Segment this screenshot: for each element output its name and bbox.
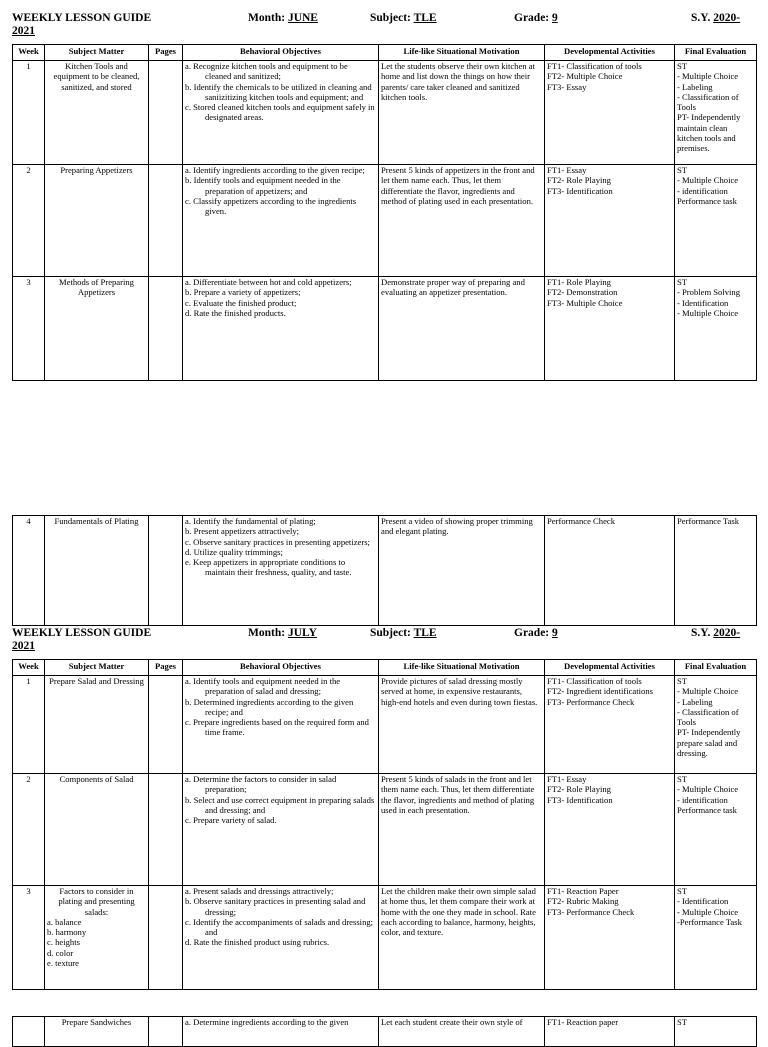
pages-cell — [149, 774, 183, 886]
evaluation-item: ST — [677, 165, 688, 175]
activity-item: FT3- Performance Check — [547, 906, 635, 917]
evaluation-item: ST — [677, 774, 688, 784]
evaluation-item: - Multiple Choice — [677, 906, 739, 917]
pages-cell — [149, 277, 183, 381]
guide-title: WEEKLY LESSON GUIDE — [12, 627, 152, 639]
subject-value: TLE — [413, 12, 437, 24]
table-row — [13, 774, 757, 886]
week-number: 4 — [13, 516, 45, 626]
subject-matter — [45, 886, 149, 990]
activity-item: FT1- Classification of tools — [547, 61, 642, 71]
motivation-cell: Provide pictures of salad dressing mostly served at home, in expensive restaurants, high-end hotels and even during town fiestas. — [379, 676, 545, 774]
evaluation-item: - Problem Solving — [677, 287, 741, 298]
evaluation-item: - Multiple Choice — [677, 175, 739, 186]
subject-matter: Fundamentals of Plating — [45, 516, 149, 626]
evaluation-item: - Multiple Choice — [677, 784, 739, 795]
header-week: Week — [13, 45, 45, 61]
subject-matter: Prepare Sandwiches — [45, 1017, 149, 1047]
subject-matter: Components of Salad — [45, 774, 149, 886]
lesson-table-continued — [12, 1016, 757, 1047]
objectives-cell — [183, 886, 379, 990]
activity-item: FT2- Multiple Choice — [547, 71, 623, 82]
motivation-cell: Demonstrate proper way of preparing and evaluating an appetizer presentation. — [379, 277, 545, 381]
evaluation-item: PT- Independently prepare salad and dressing. — [677, 727, 741, 759]
pages-cell — [149, 886, 183, 990]
lesson-guide-header — [12, 626, 756, 656]
activity-item: FT3- Identification — [547, 185, 613, 196]
sub-item: c. heights — [47, 937, 80, 948]
evaluation-item: Performance task — [677, 804, 737, 815]
subject-value: TLE — [413, 627, 437, 639]
table-row — [13, 277, 757, 381]
header-subject-matter: Subject Matter — [45, 660, 149, 676]
grade-field: Grade: 9 — [514, 627, 558, 639]
evaluation-item: Performance Task — [677, 516, 739, 526]
objective-item: c. Observe sanitary practices in presenting appetizers; — [185, 536, 370, 547]
month-value: JUNE — [287, 12, 318, 24]
week-number: 3 — [13, 886, 45, 990]
header-activities: Developmental Activities — [545, 45, 675, 61]
pages-cell — [149, 516, 183, 626]
evaluation-item: - Multiple Choice — [677, 686, 739, 697]
header-week: Week — [13, 660, 45, 676]
month-field: Month: JUNE — [248, 12, 318, 24]
objectives-cell — [183, 676, 379, 774]
objectives-cell — [183, 774, 379, 886]
subject-matter: Kitchen Tools and equipment to be cleaned, sanitized, and stored — [45, 61, 149, 165]
header-subject-matter: Subject Matter — [45, 45, 149, 61]
objective-item: c. Evaluate the finished product; — [185, 297, 297, 308]
objectives-cell — [183, 165, 379, 277]
evaluation-item: ST — [677, 676, 688, 686]
objective-item: a. Determine ingredients according to the given — [185, 1017, 349, 1027]
objectives-cell — [183, 277, 379, 381]
guide-title: WEEKLY LESSON GUIDE — [12, 12, 152, 24]
subject-field: Subject: TLE — [370, 12, 437, 24]
objective-item: a. Identify the fundamental of plating; — [185, 516, 316, 526]
motivation-cell: Present 5 kinds of salads in the front and let them name each. Thus, let them differentiate the flavor, ingredients and method of plating used in each presentation. — [379, 774, 545, 886]
evaluation-item: - Multiple Choice — [677, 307, 739, 318]
pages-cell — [149, 61, 183, 165]
activity-item: Performance Check — [547, 516, 616, 526]
evaluation-cell — [675, 61, 757, 165]
activities-cell — [545, 165, 675, 277]
objective-item: b. Select and use correct equipment in preparing salads and dressing; and — [185, 794, 375, 815]
activities-cell — [545, 774, 675, 886]
evaluation-item: ST — [677, 277, 688, 287]
evaluation-cell — [675, 165, 757, 277]
evaluation-item: - identification — [677, 794, 728, 805]
objective-item: b. Prepare a variety of appetizers; — [185, 287, 301, 298]
objective-item: d. Rate the finished product using rubrics. — [185, 937, 330, 948]
objective-item: a. Differentiate between hot and cold appetizers; — [185, 277, 352, 287]
evaluation-cell — [675, 886, 757, 990]
subject-matter: Methods of Preparing Appetizers — [45, 277, 149, 381]
header-evaluation: Final Evaluation — [675, 45, 757, 61]
evaluation-item: - Classification of Tools — [677, 706, 739, 728]
motivation-cell: Present 5 kinds of appetizers in the front and let them name each. Thus, let them differentiate the flavor, ingredients and method of plating used in each presentation. — [379, 165, 545, 277]
activities-cell — [545, 61, 675, 165]
pages-cell — [149, 676, 183, 774]
evaluation-item: ST — [677, 886, 688, 896]
evaluation-item: - Labeling — [677, 696, 713, 707]
header-activities: Developmental Activities — [545, 660, 675, 676]
motivation-cell: Present a video of showing proper trimming and elegant plating. — [379, 516, 545, 626]
activity-item: FT1- Role Playing — [547, 277, 611, 287]
objective-item: c. Prepare ingredients based on the required form and time frame. — [185, 717, 369, 738]
activity-item: FT3- Multiple Choice — [547, 297, 623, 308]
subject-matter-title: Factors to consider in plating and presenting salads: — [58, 886, 135, 917]
grade-field: Grade: 9 — [514, 12, 558, 24]
evaluation-cell — [675, 676, 757, 774]
evaluation-item: PT- Independently maintain clean kitchen tools and premises. — [677, 112, 741, 154]
objective-item: b. Identify tools and equipment needed in the preparation of appetizers; and — [185, 175, 341, 196]
school-year-field: S.Y. 2020- — [691, 12, 741, 24]
table-row — [13, 886, 757, 990]
objective-item: b. Determined ingredients according to the given recipe; and — [185, 696, 354, 717]
subject-sub-items — [47, 917, 146, 968]
activities-cell — [545, 676, 675, 774]
activity-item: FT1- Classification of tools — [547, 676, 642, 686]
header-evaluation: Final Evaluation — [675, 660, 757, 676]
objective-item: a. Identify tools and equipment needed in the preparation of salad and dressing; — [185, 676, 341, 697]
activity-item: FT3- Essay — [547, 81, 587, 92]
activities-cell — [545, 277, 675, 381]
table-header-row — [13, 660, 757, 676]
week-number: 1 — [13, 61, 45, 165]
header-motivation: Life-like Situational Motivation — [379, 45, 545, 61]
activities-cell — [545, 516, 675, 626]
header-objectives: Behavioral Objectives — [183, 45, 379, 61]
table-row — [13, 61, 757, 165]
grade-value: 9 — [552, 627, 558, 639]
sub-item: b. harmony — [47, 927, 87, 938]
school-year-start: 2020- — [713, 12, 741, 24]
evaluation-item: - Identification — [677, 297, 729, 308]
table-header-row — [13, 45, 757, 61]
week-number: 3 — [13, 277, 45, 381]
objective-item: c. Prepare variety of salad. — [185, 815, 277, 826]
evaluation-item: - Identification — [677, 896, 729, 907]
evaluation-item: - Multiple Choice — [677, 71, 739, 82]
week-number: 2 — [13, 165, 45, 277]
lesson-guide-header — [12, 11, 756, 41]
motivation-cell: Let the children make their own simple salad at home thus, let them compare their work at home with the one they made in school. Rate each according to balance, harmony, heights, color, and texture. — [379, 886, 545, 990]
evaluation-item: - Labeling — [677, 81, 713, 92]
subject-matter: Preparing Appetizers — [45, 165, 149, 277]
activity-item: FT2- Ingredient identifications — [547, 686, 653, 697]
evaluation-cell — [675, 1017, 757, 1047]
grade-value: 9 — [552, 12, 558, 24]
evaluation-cell — [675, 774, 757, 886]
objective-item: d. Utilize quality trimmings; — [185, 546, 283, 557]
evaluation-cell — [675, 277, 757, 381]
activity-item: FT3- Identification — [547, 794, 613, 805]
objectives-cell — [183, 516, 379, 626]
table-row — [13, 165, 757, 277]
motivation-cell: Let the students observe their own kitchen at home and list down the things on how their parents/ care taker cleaned and sanitized kitchen tools. — [379, 61, 545, 165]
objective-item: b. Present appetizers attractively; — [185, 526, 300, 537]
pages-cell — [149, 1017, 183, 1047]
activity-item: FT1- Reaction paper — [547, 1017, 619, 1027]
sub-item: a. balance — [47, 916, 82, 927]
table-row — [13, 676, 757, 774]
week-number: 2 — [13, 774, 45, 886]
pages-cell — [149, 165, 183, 277]
activity-item: FT2- Role Playing — [547, 784, 611, 795]
objective-item: c. Classify appetizers according to the ingredients given. — [185, 195, 357, 217]
objective-item: a. Present salads and dressings attractively; — [185, 886, 334, 896]
subject-matter: Prepare Salad and Dressing — [45, 676, 149, 774]
lesson-table-continued — [12, 515, 757, 626]
objective-item: e. Keep appetizers in appropriate conditions to maintain their freshness, quality, and taste. — [185, 557, 352, 578]
evaluation-item: Performance task — [677, 195, 737, 206]
week-number — [13, 1017, 45, 1047]
month-field: Month: JULY — [248, 627, 317, 639]
objective-item: c. Identify the accompaniments of salads and dressing; and — [185, 916, 374, 938]
school-year-field: S.Y. 2020- — [691, 627, 741, 639]
lesson-table — [12, 659, 757, 990]
activity-item: FT2- Role Playing — [547, 175, 611, 186]
evaluation-item: - identification — [677, 185, 728, 196]
motivation-cell: Let each student create their own style of — [379, 1017, 545, 1047]
objective-item: b. Identify the chemicals to be utilized in cleaning and saniizitizing kitchen tools and equipment; and — [185, 81, 372, 102]
header-objectives: Behavioral Objectives — [183, 660, 379, 676]
evaluation-item: -Performance Task — [677, 916, 742, 927]
evaluation-item: ST — [677, 61, 688, 71]
school-year-end: 2021 — [12, 640, 35, 652]
table-row — [13, 1017, 757, 1047]
objective-item: d. Rate the finished products. — [185, 307, 286, 318]
evaluation-cell — [675, 516, 757, 626]
activity-item: FT2- Demonstration — [547, 287, 618, 298]
objective-item: b. Observe sanitary practices in presenting salad and dressing; — [185, 896, 366, 917]
objectives-cell — [183, 61, 379, 165]
header-pages: Pages — [149, 45, 183, 61]
month-value: JULY — [287, 627, 317, 639]
objectives-cell — [183, 1017, 379, 1047]
evaluation-item: - Classification of Tools — [677, 91, 739, 113]
activities-cell — [545, 886, 675, 990]
sub-item: d. color — [47, 947, 74, 958]
table-row — [13, 516, 757, 626]
activity-item: FT1- Essay — [547, 774, 587, 784]
activity-item: FT2- Rubric Making — [547, 896, 619, 907]
objective-item: a. Identify ingredients according to the given recipe; — [185, 165, 365, 175]
week-number: 1 — [13, 676, 45, 774]
activity-item: FT1- Essay — [547, 165, 587, 175]
school-year-end: 2021 — [12, 25, 35, 37]
subject-field: Subject: TLE — [370, 627, 437, 639]
school-year-start: 2020- — [713, 627, 741, 639]
objective-item: a. Recognize kitchen tools and equipment to be cleaned and sanitized; — [185, 61, 348, 82]
activity-item: FT3- Performance Check — [547, 696, 635, 707]
objective-item: a. Determine the factors to consider in salad preparation; — [185, 774, 337, 795]
sub-item: e. texture — [47, 958, 79, 969]
header-motivation: Life-like Situational Motivation — [379, 660, 545, 676]
activity-item: FT1- Reaction Paper — [547, 886, 619, 896]
header-pages: Pages — [149, 660, 183, 676]
objective-item: c. Stored cleaned kitchen tools and equipment safely in designated areas. — [185, 102, 375, 123]
activities-cell — [545, 1017, 675, 1047]
evaluation-item: ST — [677, 1017, 688, 1027]
lesson-table — [12, 44, 757, 381]
